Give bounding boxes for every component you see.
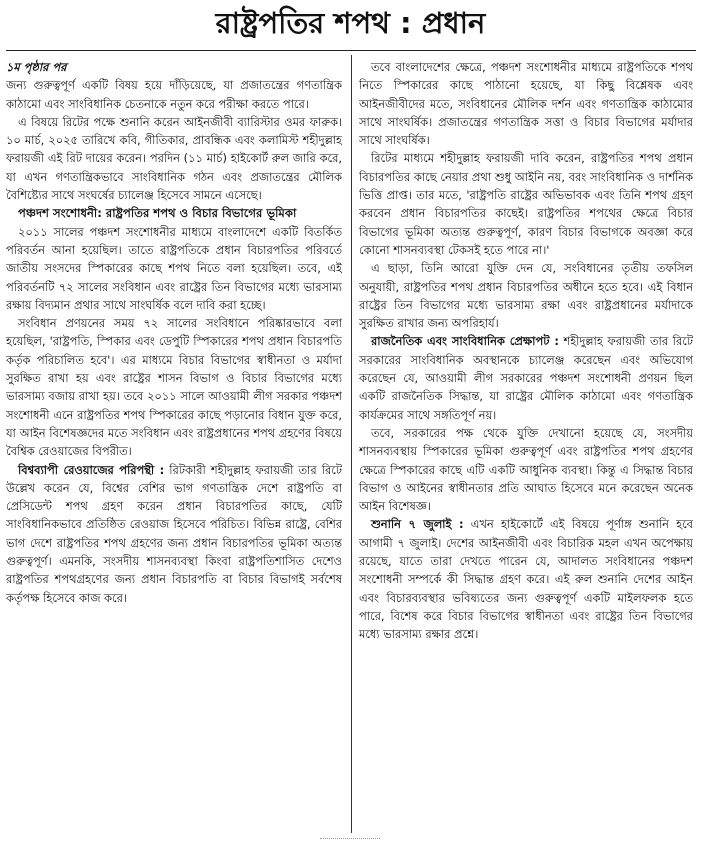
headline-rule [6,50,696,51]
paragraph: এ ছাড়া, তিনি আরো যুক্তি দেন যে, সংবিধানের তৃতীয় তফসিল অনুযায়ী, রাষ্ট্রপতির শপথ প্রধান বিচারপতির অধীনে হতে হবে। এই বিধান রাষ্ট্রের তিন বিভাগের মধ্যে ভারসাম্য রক্ষা এবং রাষ্ট্রপ্রধানের মর্যাদাকে সুরক্ষিত রাখার জন্য অপরিহার্য। [359,261,693,331]
inline-subheading: বিশ্বব্যাপী রেওয়াজের পরিপন্থী : [18,462,165,477]
paragraph: ২০১১ সালের পঞ্চদশ সংশোধনীর মাধ্যমে বাংলাদেশে একটি বিতর্কিত পরিবর্তন আনা হয়েছিল। তাতে রাষ্ট্রপতিকে প্রধান বিচারপতির পরিবর্তে জাতীয় সংসদের স্পিকারের কাছে শপথ নিতে বলা হয়েছিল। তবে, এই পরিবর্তনটি ৭২ সালের সংবিধান এবং রাষ্ট্রের তিন বিভাগের মধ্যে ভারসাম্য রক্ষায় বিদ্যমান প্রথার সাথে সাংঘর্ষিক বলে দাবি করা হচ্ছে। [6,224,342,312]
paragraph: রিটের মাধ্যমে শহীদুল্লাহ ফরায়জী দাবি করেন, রাষ্ট্রপতির শপথ প্রধান বিচারপতির কাছে নেয়ার প্রথা শুধু আইনি নয়, বরং সাংবিধানিক ও দার্শনিক ভিত্তি প্রাপ্ত। তার মতে, 'রাষ্ট্রপতি রাষ্ট্রের অভিভাবক এবং তিনি শপথ গ্রহণ করবেন প্রধান বিচারপতির কাছেই। রাষ্ট্রপতির শপথের ক্ষেত্রে বিচার বিভাগের ভূমিকা অত্যন্ত গুরুত্বপূর্ণ, কারণ বিচার বিভাগকে অবজ্ঞা করে কোনো শাসনব্যবস্থা টেকসই হতে পারে না।' [359,151,693,257]
paragraph-text: এখন হাইকোর্টে এই বিষয়ে পূর্ণাঙ্গ শুনানি হবে আগামী ৭ জুলাই। দেশের আইনজীবী এবং বিচারিক মহল এখন অপেক্ষায় রয়েছে, যাতে তারা দেখতে পারেন যে, আদালত সংবিধানের পঞ্চদশ সংশোধনী সম্পর্কে কী সিদ্ধান্ত গ্রহণ করে। এই রুল শুনানি দেশের আইন এবং বিচারব্যবস্থার ভবিষ্যতের জন্য গুরুত্বপূর্ণ একটি মাইলফলক হতে পারে, বিশেষ করে বিচার বিভাগের স্বাধীনতা এবং রাষ্ট্রের তিন বিভাগের মধ্যে ভারসাম্য রক্ষার প্রশ্নে। [359,517,693,642]
paragraph-with-subhead [359,332,693,423]
headline: রাষ্ট্রপতির শপথ : প্রধান [215,6,486,40]
page-footer-mark [320,838,380,843]
right-column [359,58,693,838]
paragraph-with-subhead [6,461,342,607]
inline-subheading: শুনানি ৭ জুলাই : [371,517,464,532]
column-divider [351,55,352,833]
continuation-kicker: ১ম পৃষ্ঠার পর [6,60,67,74]
paragraph: তবে বাংলাদেশের ক্ষেত্রে, পঞ্চদশ সংশোধনীর মাধ্যমে রাষ্ট্রপতিকে শপথ নিতে স্পিকারের কাছে পাঠানো হয়েছে, যা কিছু বিশ্লেষক এবং আইনজীবীদের মতে, সংবিধানের মৌলিক দর্শন এবং গণতান্ত্রিক কাঠামোর সাথে সাংঘর্ষিক। প্রজাতন্ত্রের গণতান্ত্রিক সত্তা ও বিচার বিভাগের মর্যাদার সাথে সাংঘর্ষিক। [359,60,693,148]
paragraph: এ বিষয়ে রিটের পক্ষে শুনানি করেন আইনজীবী ব্যারিস্টার ওমর ফারুক। ১০ মার্চ, ২০২৫ তারিখে কবি, গীতিকার, প্রাবন্ধিক এবং কলামিস্ট শহীদুল্লাহ ফরায়জী এই রিট দায়ের করেন। পরদিন (১১ মার্চ) হাইকোর্ট রুল জারি করে, যা এখন গণতান্ত্রিকভাবে সাংবিধানিক গঠন এবং প্রজাতন্ত্রের মৌলিক বৈশিষ্ট্যের সাথে সংঘর্ষের চ্যালেঞ্জ হিসেবে সামনে এসেছে। [6,114,342,203]
subheading: পঞ্চদশ সংশোধনী: রাষ্ট্রপতির শপথ ও বিচার বিভাগের ভূমিকা [18,206,297,221]
paragraph: তবে, সরকারের পক্ষ থেকে যুক্তি দেখানো হয়েছে যে, সংসদীয় শাসনব্যবস্থায় স্পিকারের ভূমিকা গুরুত্বপূর্ণ এবং রাষ্ট্রপতির শপথ গ্রহণের ক্ষেত্রে স্পিকারের কাছে এটি একটি আধুনিক ব্যবস্থা। কিন্তু এ সিদ্ধান্ত বিচার বিভাগ ও আইনের স্বাধীনতার প্রতি আঘাত হিসেবে মনে করেছেন অনেক আইন বিশেষজ্ঞ। [359,425,693,514]
left-column [6,58,342,838]
paragraph: জন্য গুরুত্বপূর্ণ একটি বিষয় হয়ে দাঁড়িয়েছে, যা প্রজাতন্ত্রের গণতান্ত্রিক কাঠামো এবং সাংবিধানিক চেতনাকে নতুন করে পরীক্ষা করতে পারে। [6,78,342,111]
paragraph-with-subhead [359,515,693,643]
paragraph-text: রিটকারী শহীদুল্লাহ ফরায়জী তার রিটে উল্লেখ করেন যে, বিশ্বের বেশির ভাগ গণতান্ত্রিক দেশে রাষ্ট্রপতি বা প্রেসিডেন্ট শপথ গ্রহণ করেন প্রধান বিচারপতির কাছে, যেটি সাংবিধানিকভাবে প্রতিষ্ঠিত রেওয়াজ হিসেবে পরিচিত। বিভিন্ন রাষ্ট্রে, বেশির ভাগ দেশে রাষ্ট্রপতির শপথ গ্রহণের জন্য প্রধান বিচারপতির ভূমিকা অত্যন্ত গুরুত্বপূর্ণ। এমনকি, সংসদীয় শাসনব্যবস্থা কিংবা রাষ্ট্রপতিশাসিত দেশেও রাষ্ট্রপতির শপথগ্রহণের জন্য প্রধান বিচারপতি বা বিচার বিভাগই সর্বশেষ কর্তৃপক্ষ হিসেবে কাজ করে। [6,462,342,605]
inline-subheading: রাজনৈতিক এবং সাংবিধানিক প্রেক্ষাপট : [371,334,559,349]
paragraph: সংবিধান প্রণয়নের সময় ৭২ সালের সংবিধানে পরিষ্কারভাবে বলা হয়েছিল, 'রাষ্ট্রপতি, স্পিকার এবং ডেপুটি স্পিকারের শপথ প্রধান বিচারপতি কর্তৃক পরিচালিত হবে'। এর মাধ্যমে বিচার বিভাগের স্বাধীনতা ও মর্যাদা সুরক্ষিত রাখা হয় এবং রাষ্ট্রের শাসন বিভাগ ও বিচার বিভাগের মধ্যে ভারসাম্য বজায় রাখা হয়। তবে ২০১১ সালে আওয়ামী লীগ সরকার পঞ্চদশ সংশোধনী এনে রাষ্ট্রপতির শপথ স্পিকারের কাছে পড়ানোর বিধান যুক্ত করে, যা আইন বিশেষজ্ঞদের মতে সংবিধান এবং রাষ্ট্রপ্রধানের শপথ গ্রহণের বিষয়ে বৈশ্বিক রেওয়াজের বিপরীত। [6,316,342,459]
paragraph-text: শহীদুল্লাহ ফরায়জী তার রিটে সরকারের সাংবিধানিক অবস্থানকে চ্যালেঞ্জ করেছেন এবং অভিযোগ করেছেন যে, আওয়ামী লীগ সরকারের পঞ্চদশ সংশোধনী প্রণয়ন ছিল একটি রাজনৈতিক সিদ্ধান্ত, যা রাষ্ট্রের মৌলিক কাঠামো এবং গণতান্ত্রিক কার্যক্রমের সাথে সঙ্গতিপূর্ণ নয়। [359,334,693,422]
